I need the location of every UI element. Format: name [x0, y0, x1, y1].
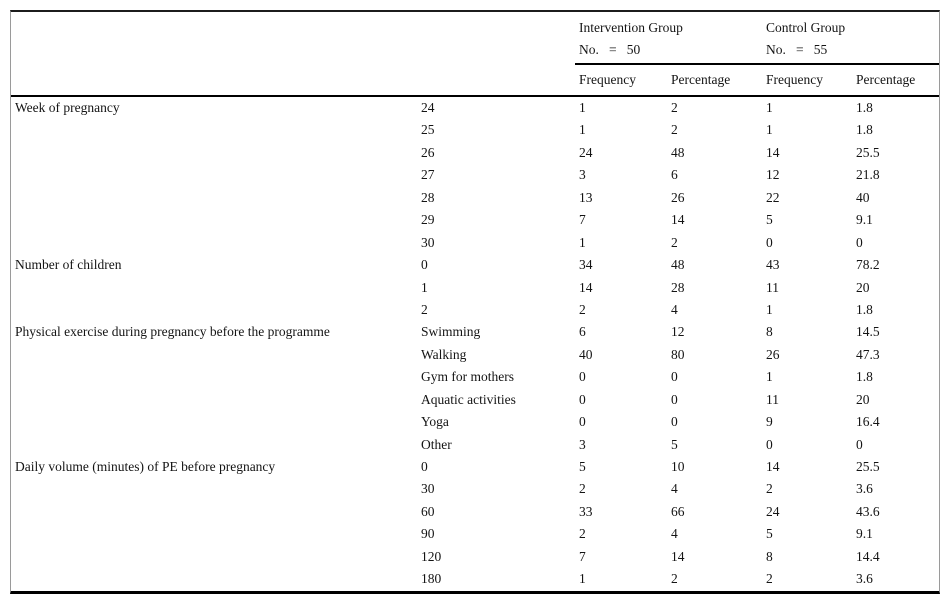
percentage-intervention-cell: 26 [671, 189, 685, 205]
section-label-cell [11, 277, 417, 299]
frequency-control-cell: 1 [766, 100, 773, 115]
table-row [11, 389, 939, 411]
percentage-control-cell: 1.8 [856, 301, 873, 317]
percentage-control-cell: 3.6 [856, 571, 873, 587]
section-label-cell: Week of pregnancy [15, 100, 120, 115]
percentage-control-cell: 9.1 [856, 212, 873, 228]
subcategory-cell: Walking [421, 346, 467, 362]
section-label-cell [11, 501, 417, 523]
frequency-control-cell: 12 [766, 167, 780, 183]
section-label-cell [11, 546, 417, 568]
frequency-control-cell: 2 [766, 481, 773, 497]
table-row [11, 321, 939, 343]
frequency-control-cell: 11 [766, 279, 779, 295]
subcategory-cell: 25 [421, 122, 435, 138]
section-label-cell [11, 344, 417, 366]
table-body [11, 97, 939, 591]
percentage-intervention-cell: 80 [671, 346, 685, 362]
group-header-intervention [575, 12, 762, 65]
table-row [11, 142, 939, 164]
data-table [10, 10, 940, 594]
percentage-intervention-cell: 0 [671, 414, 678, 430]
frequency-control-cell: 14 [766, 144, 780, 160]
percentage-control-cell: 25.5 [856, 459, 880, 474]
subcategory-cell: Gym for mothers [421, 369, 514, 385]
percentage-control-cell: 3.6 [856, 481, 873, 497]
section-label-cell [11, 523, 417, 545]
table-row [11, 187, 939, 209]
table-row [11, 254, 939, 276]
frequency-intervention-cell: 1 [579, 234, 586, 250]
table-row [11, 209, 939, 231]
table-row [11, 456, 939, 478]
section-label-cell [11, 164, 417, 186]
section-label-cell [11, 209, 417, 231]
subcategory-cell: Swimming [421, 324, 481, 340]
percentage-intervention-cell: 2 [671, 234, 678, 250]
section-label-cell [11, 568, 417, 590]
percentage-control-cell: 20 [856, 279, 870, 295]
frequency-intervention-cell: 14 [579, 279, 593, 295]
percentage-control-cell: 14.4 [856, 548, 880, 564]
subcategory-cell: 28 [421, 189, 435, 205]
subcategory-cell: 0 [421, 459, 428, 474]
frequency-control-cell: 1 [766, 369, 773, 385]
column-header-row [11, 65, 939, 97]
percentage-intervention-cell: 48 [671, 144, 685, 160]
section-label-cell [11, 232, 417, 254]
frequency-intervention-cell: 3 [579, 167, 586, 183]
table-row [11, 523, 939, 545]
frequency-intervention-cell: 2 [579, 301, 586, 317]
percentage-control-cell: 21.8 [856, 167, 880, 183]
section-label-cell: Physical exercise during pregnancy before the programme [15, 324, 330, 340]
percentage-intervention-cell: 2 [671, 122, 678, 138]
table-row [11, 478, 939, 500]
percentage-intervention-cell: 4 [671, 301, 678, 317]
subcategory-cell: Yoga [421, 414, 449, 430]
section-label-cell [11, 142, 417, 164]
subcategory-cell: Other [421, 436, 452, 452]
section-label-cell [11, 119, 417, 141]
percentage-intervention-cell: 0 [671, 369, 678, 385]
percentage-control-cell: 43.6 [856, 503, 880, 519]
percentage-intervention-cell: 28 [671, 279, 685, 295]
frequency-control-cell: 22 [766, 189, 780, 205]
section-label-cell [11, 411, 417, 433]
percentage-control-cell: 0 [856, 234, 863, 250]
subcategory-cell: 30 [421, 234, 435, 250]
subcategory-cell: 27 [421, 167, 435, 183]
frequency-control-cell: 8 [766, 324, 773, 340]
subcategory-cell: 0 [421, 257, 428, 273]
section-label-cell [11, 187, 417, 209]
column-header-percentage-control: Percentage [856, 72, 916, 87]
percentage-control-cell: 20 [856, 391, 870, 407]
subcategory-cell: 24 [421, 100, 435, 115]
section-label-cell [11, 366, 417, 388]
frequency-intervention-cell: 1 [579, 122, 586, 138]
frequency-control-cell: 26 [766, 346, 780, 362]
percentage-control-cell: 1.8 [856, 369, 873, 385]
table-row [11, 299, 939, 321]
table-row [11, 344, 939, 366]
table-row [11, 411, 939, 433]
frequency-intervention-cell: 40 [579, 346, 593, 362]
frequency-control-cell: 8 [766, 548, 773, 564]
frequency-intervention-cell: 24 [579, 144, 593, 160]
frequency-control-cell: 5 [766, 526, 773, 542]
frequency-intervention-cell: 13 [579, 189, 593, 205]
frequency-intervention-cell: 1 [579, 571, 586, 587]
frequency-intervention-cell: 0 [579, 391, 586, 407]
subcategory-cell: 29 [421, 212, 435, 228]
percentage-control-cell: 78.2 [856, 257, 880, 273]
frequency-control-cell: 9 [766, 414, 773, 430]
column-header-frequency-control: Frequency [766, 72, 823, 87]
group-header-row [11, 12, 939, 65]
frequency-control-cell: 0 [766, 436, 773, 452]
percentage-control-cell: 9.1 [856, 526, 873, 542]
frequency-intervention-cell: 6 [579, 324, 586, 340]
frequency-intervention-cell: 33 [579, 503, 593, 519]
table-row [11, 501, 939, 523]
frequency-control-cell: 11 [766, 391, 779, 407]
section-label-cell [11, 389, 417, 411]
group-n-control: No. = 55 [766, 41, 828, 57]
table-row [11, 434, 939, 456]
subcategory-cell: 120 [421, 548, 442, 564]
subcategory-cell: 60 [421, 503, 435, 519]
table-row [11, 568, 939, 590]
table-row [11, 232, 939, 254]
table-row [11, 119, 939, 141]
frequency-intervention-cell: 5 [579, 459, 586, 474]
frequency-intervention-cell: 1 [579, 100, 586, 115]
group-header-spacer [11, 12, 575, 65]
percentage-intervention-cell: 10 [671, 459, 685, 474]
percentage-intervention-cell: 14 [671, 212, 685, 228]
percentage-intervention-cell: 4 [671, 481, 678, 497]
subcategory-cell: 2 [421, 301, 428, 317]
percentage-intervention-cell: 12 [671, 324, 685, 340]
column-header-percentage-intervention: Percentage [671, 72, 731, 87]
table-row [11, 366, 939, 388]
percentage-control-cell: 14.5 [856, 324, 880, 340]
table-row [11, 97, 939, 119]
table-row [11, 164, 939, 186]
table-row [11, 277, 939, 299]
subcategory-cell: 1 [421, 279, 428, 295]
frequency-control-cell: 5 [766, 212, 773, 228]
subcategory-cell: 180 [421, 571, 442, 587]
percentage-intervention-cell: 2 [671, 100, 678, 115]
percentage-control-cell: 16.4 [856, 414, 880, 430]
frequency-control-cell: 14 [766, 459, 780, 474]
percentage-intervention-cell: 14 [671, 548, 685, 564]
section-label-cell: Number of children [15, 257, 122, 273]
percentage-intervention-cell: 6 [671, 167, 678, 183]
frequency-control-cell: 1 [766, 301, 773, 317]
percentage-intervention-cell: 2 [671, 571, 678, 587]
frequency-intervention-cell: 2 [579, 481, 586, 497]
frequency-control-cell: 24 [766, 503, 780, 519]
frequency-intervention-cell: 3 [579, 436, 586, 452]
frequency-intervention-cell: 7 [579, 548, 586, 564]
frequency-intervention-cell: 7 [579, 212, 586, 228]
frequency-intervention-cell: 0 [579, 369, 586, 385]
percentage-intervention-cell: 66 [671, 503, 685, 519]
percentage-control-cell: 40 [856, 189, 870, 205]
subcategory-cell: 30 [421, 481, 435, 497]
group-n-intervention: No. = 50 [579, 41, 641, 57]
section-label-cell: Daily volume (minutes) of PE before pregnancy [15, 459, 276, 474]
frequency-control-cell: 2 [766, 571, 773, 587]
column-header-frequency-intervention: Frequency [579, 72, 636, 87]
group-header-control [762, 12, 939, 65]
percentage-control-cell: 0 [856, 436, 863, 452]
section-label-cell [11, 299, 417, 321]
frequency-control-cell: 1 [766, 122, 773, 138]
frequency-control-cell: 43 [766, 257, 780, 273]
frequency-intervention-cell: 0 [579, 414, 586, 430]
group-title-control: Control Group [766, 20, 846, 35]
frequency-intervention-cell: 34 [579, 257, 593, 273]
subcategory-cell: 90 [421, 526, 435, 542]
percentage-control-cell: 1.8 [856, 122, 873, 138]
subcategory-cell: Aquatic activities [421, 391, 516, 407]
section-label-cell [11, 478, 417, 500]
percentage-intervention-cell: 0 [671, 391, 678, 407]
frequency-intervention-cell: 2 [579, 526, 586, 542]
percentage-intervention-cell: 4 [671, 526, 678, 542]
table-row [11, 546, 939, 568]
percentage-control-cell: 25.5 [856, 144, 880, 160]
percentage-intervention-cell: 48 [671, 257, 685, 273]
percentage-control-cell: 47.3 [856, 346, 880, 362]
frequency-control-cell: 0 [766, 234, 773, 250]
section-label-cell [11, 434, 417, 456]
group-title-intervention: Intervention Group [579, 20, 683, 35]
subcategory-cell: 26 [421, 144, 435, 160]
percentage-control-cell: 1.8 [856, 100, 873, 115]
percentage-intervention-cell: 5 [671, 436, 678, 452]
